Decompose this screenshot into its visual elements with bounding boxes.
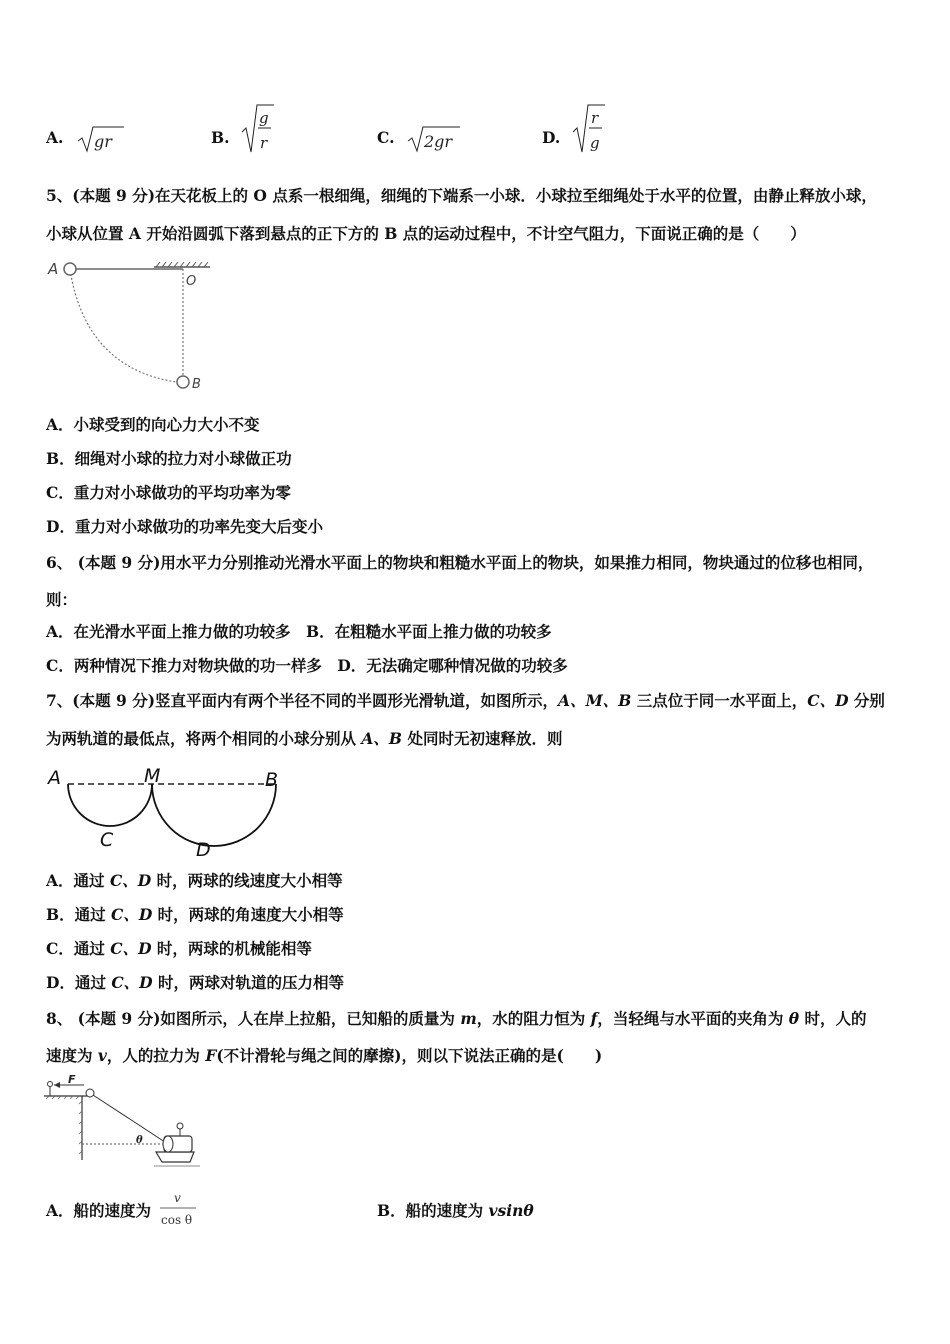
q7-stem-line-2 <box>46 729 562 749</box>
q8-option-a-num: v <box>174 1191 181 1205</box>
q4-option-d-num: r <box>591 109 599 127</box>
q8-label-f: F <box>68 1074 76 1086</box>
q8-option-a-text: A．船的速度为 <box>46 1201 152 1220</box>
q7-option-c-vars: C、D <box>110 939 152 958</box>
q4-option-c-label: C. <box>377 128 395 147</box>
q4-option-d-label: D. <box>542 128 561 147</box>
q8-boat <box>156 1152 194 1162</box>
q7-option-d-pre: D．通过 <box>46 973 112 992</box>
q8-stem-line-1 <box>46 1009 866 1029</box>
q4-option-b-sqrt <box>240 102 280 156</box>
q7-label-b: B <box>265 769 279 791</box>
q5-pendulum-figure <box>46 258 226 398</box>
q4-option-b-den: r <box>260 134 268 152</box>
q5-stem-line-1: 5、(本题 9 分)在天花板上的 O 点系一根细绳，细绳的下端系一小球．小球拉至细绳处于水平的位置，由静止释放小球， <box>46 186 877 205</box>
q6-options-cd: C．两种情况下推力对物块做的功一样多 D．无法确定哪种情况做的功较多 <box>46 656 568 675</box>
q7-option-b <box>46 905 344 925</box>
q6-stem-line-2: 则： <box>46 590 78 609</box>
q7-line1-pre: 7、(本题 9 分)竖直平面内有两个半径不同的半圆形光滑轨道，如图所示， <box>46 691 559 710</box>
q7-option-c-pre: C．通过 <box>46 939 111 958</box>
q5-label-b: B <box>192 377 201 392</box>
q7-track-small <box>68 784 152 826</box>
q7-line1-post: 分别 <box>848 691 885 710</box>
q4-option-c-sqrt <box>406 124 462 154</box>
q8-label-theta: θ <box>136 1135 143 1146</box>
q8-var-f: f <box>590 1009 598 1028</box>
q8-line2-pre: 速度为 <box>46 1046 98 1065</box>
q7-option-b-pre: B．通过 <box>46 905 111 924</box>
q4-option-a-expr: gr <box>94 132 112 151</box>
q5-label-a: A <box>48 260 59 278</box>
q7-line1-mid: 三点位于同一水平面上， <box>631 691 808 710</box>
q7-line1-vars: A、M、B <box>558 691 632 710</box>
q8-line1-pre: 8、 (本题 9 分)如图所示，人在岸上拉船，已知船的质量为 <box>46 1009 461 1028</box>
q7-option-d-post: 时，两球对轨道的压力相等 <box>152 973 345 992</box>
q8-var-v: v <box>97 1046 107 1065</box>
q4-option-c-expr: 2gr <box>424 132 453 151</box>
q7-label-m: M <box>144 765 161 787</box>
q5-label-o: O <box>186 274 197 289</box>
q5-option-d: D．重力对小球做功的功率先变大后变小 <box>46 517 323 536</box>
q7-option-d <box>46 973 344 993</box>
q8-var-theta: θ <box>788 1009 800 1028</box>
q8-line2-mid: ，人的拉力为 <box>106 1046 206 1065</box>
q4-option-b-num: g <box>259 109 269 127</box>
q8-boat-figure <box>44 1074 204 1170</box>
q7-option-a <box>46 871 343 891</box>
q8-option-a <box>46 1201 151 1221</box>
q4-option-b-label: B. <box>211 128 230 147</box>
q8-var-F: F <box>205 1046 217 1065</box>
q5-option-c: C．重力对小球做功的平均功率为零 <box>46 483 291 502</box>
q8-option-b-expr: vsinθ <box>488 1201 534 1220</box>
q8-var-m: m <box>460 1009 477 1028</box>
q7-line2-pre: 为两轨道的最低点，将两个相同的小球分别从 <box>46 729 362 748</box>
q8-option-a-den: cos θ <box>161 1213 193 1227</box>
q7-line1-vars2: C、D <box>807 691 849 710</box>
q7-option-b-vars: C、D <box>111 905 153 924</box>
q6-options-ab: A．在光滑水平面上推力做的功较多 B．在粗糙水平面上推力做的功较多 <box>46 622 552 641</box>
q8-line1-mid2: ，当轻绳与水平面的夹角为 <box>597 1009 789 1028</box>
q4-option-a-sqrt <box>76 124 126 154</box>
q7-label-a: A <box>48 767 61 789</box>
q8-option-b <box>377 1201 534 1221</box>
q7-label-d: D <box>196 839 211 861</box>
q7-option-c <box>46 939 312 959</box>
q8-line1-mid: ，水的阻力恒为 <box>476 1009 591 1028</box>
q7-option-b-post: 时，两球的角速度大小相等 <box>152 905 344 924</box>
q8-stem-line-2 <box>46 1046 602 1066</box>
q8-line1-post: 时，人的 <box>799 1009 867 1028</box>
q7-line2-post: 处同时无初速释放．则 <box>402 729 563 748</box>
q5-ball-a <box>64 263 76 275</box>
q6-stem-line-1: 6、 (本题 9 分)用水平力分别推动光滑水平面上的物块和粗糙水平面上的物块，如果推力相同，物块通过的位移也相同， <box>46 553 874 572</box>
q5-option-a: A．小球受到的向心力大小不变 <box>46 415 260 434</box>
q8-option-b-text: B．船的速度为 <box>377 1201 489 1220</box>
q7-tracks-figure <box>46 762 296 862</box>
q7-line2-vars: A、B <box>361 729 403 748</box>
q7-option-a-vars: C、D <box>109 871 152 890</box>
q7-option-c-post: 时，两球的机械能相等 <box>151 939 312 958</box>
q4-option-d-den: g <box>590 134 600 152</box>
q7-label-c: C <box>100 829 114 851</box>
q5-option-b: B．细绳对小球的拉力对小球做正功 <box>46 449 292 468</box>
q8-option-a-fraction <box>158 1188 198 1232</box>
q7-track-large <box>152 784 276 846</box>
q5-stem-line-2: 小球从位置 A 开始沿圆弧下落到悬点的正下方的 B 点的运动过程中，不计空气阻力，下面说正确的是（ ） <box>46 224 806 243</box>
q7-option-a-pre: A．通过 <box>46 871 110 890</box>
q7-stem-line-1 <box>46 691 885 711</box>
q5-ball-b <box>177 376 189 388</box>
q4-option-d-sqrt <box>571 102 611 156</box>
q8-line2-post: (不计滑轮与绳之间的摩擦)，则以下说法正确的是( ) <box>216 1046 603 1065</box>
q4-option-a-label: A. <box>46 128 64 147</box>
q7-option-d-vars: C、D <box>111 973 153 992</box>
q7-option-a-post: 时，两球的线速度大小相等 <box>151 871 343 890</box>
